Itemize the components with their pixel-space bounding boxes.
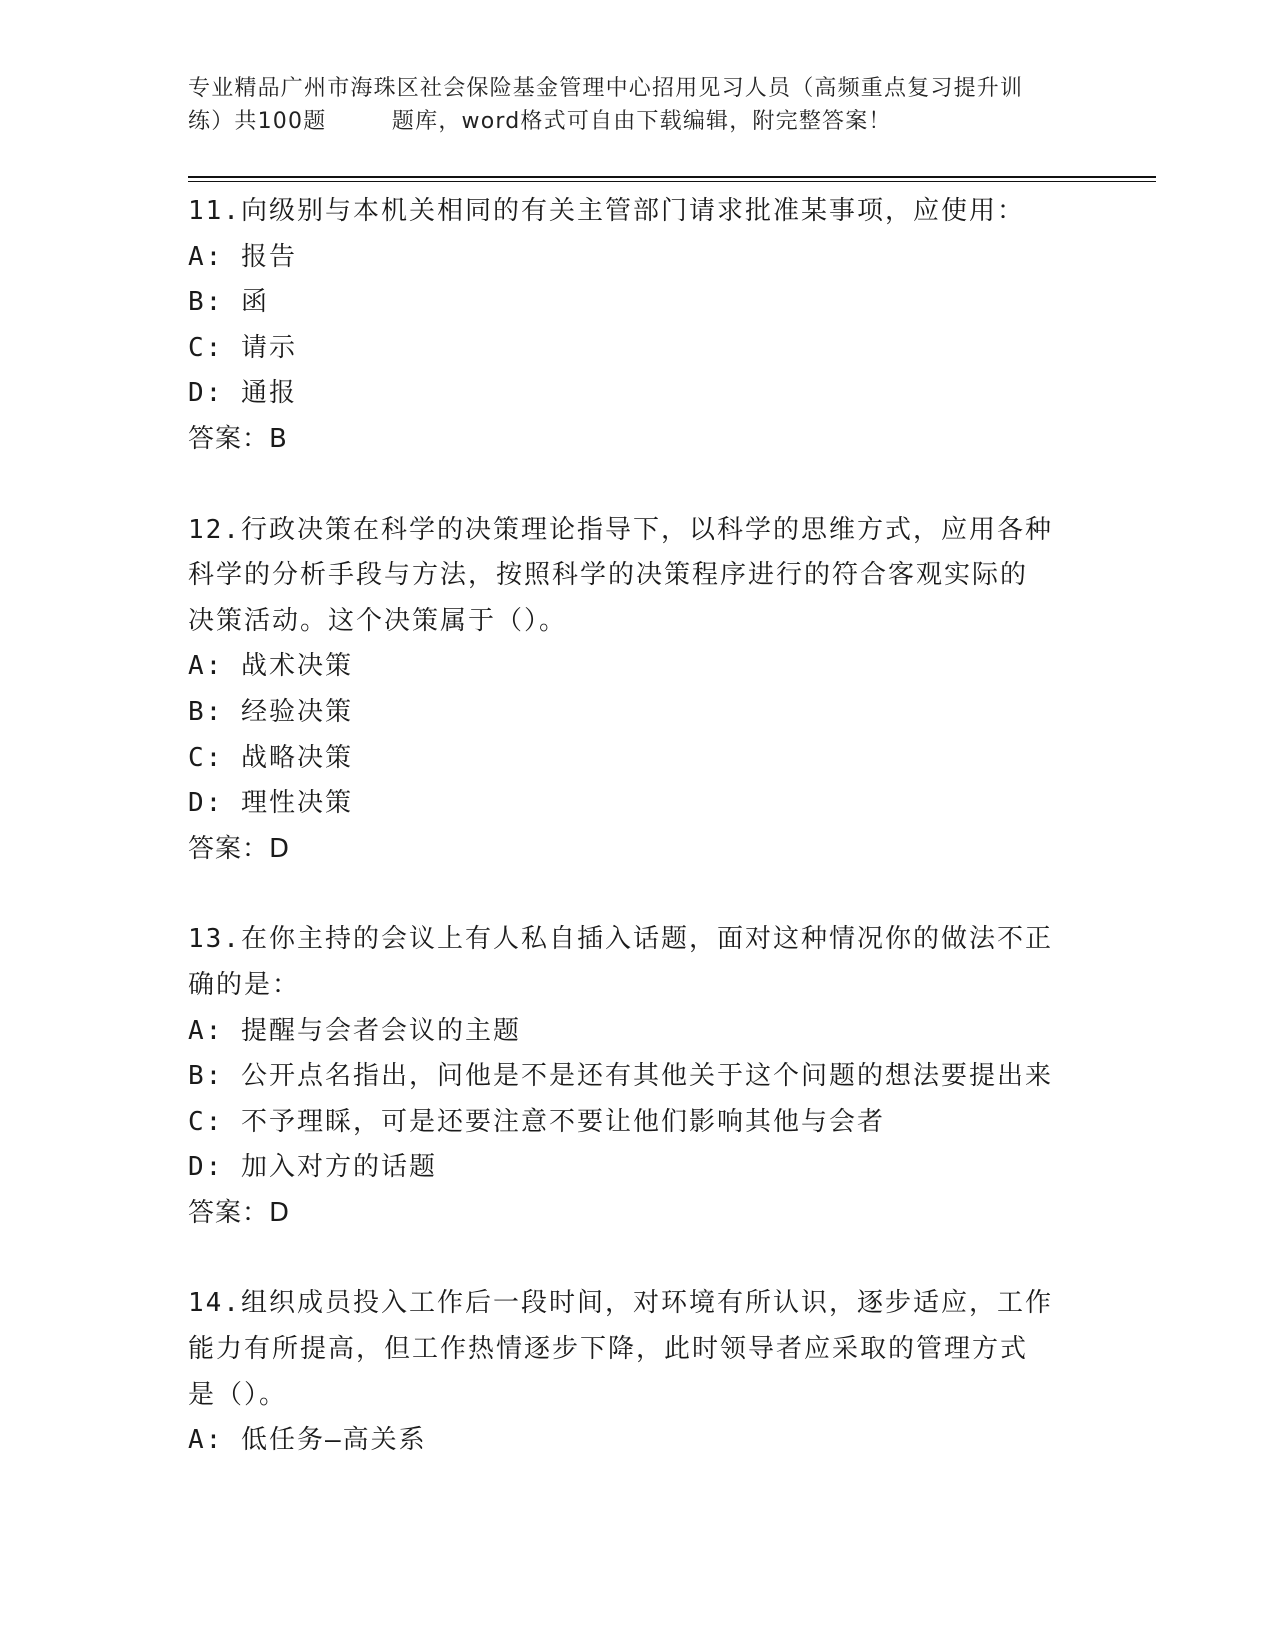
question-list [188,189,1088,1509]
question-stem: 12.行政决策在科学的决策理论指导下，以科学的思维方式，应用各种 [188,514,1053,545]
header-title-line-2: 练）共100题 题库，word格式可自由下载编辑，附完整答案！ [188,109,892,134]
option-a: A: 低任务—高关系 [188,1425,427,1456]
question-stem-cont: 能力有所提高，但工作热情逐步下降，此时领导者应采取的管理方式 [188,1334,1029,1365]
option-d: D: 理性决策 [188,788,353,819]
question-11 [188,189,1088,463]
option-d: D: 加入对方的话题 [188,1152,437,1183]
answer-label: 答案：D [188,833,291,864]
header-divider-thick [188,176,1156,178]
question-stem: 13.在你主持的会议上有人私自插入话题，面对这种情况你的做法不正 [188,924,1053,955]
question-stem-cont: 科学的分析手段与方法，按照科学的决策程序进行的符合客观实际的 [188,560,1029,591]
option-b: B: 公开点名指出，问他是不是还有其他关于这个问题的想法要提出来 [188,1061,1053,1092]
option-b: B: 经验决策 [188,696,353,727]
option-a: A: 战术决策 [188,651,353,682]
question-12 [188,508,1088,873]
question-14 [188,1281,1088,1463]
option-c: C: 战略决策 [188,742,353,773]
question-stem: 14.组织成员投入工作后一段时间，对环境有所认识，逐步适应，工作 [188,1288,1053,1319]
answer-label: 答案：B [188,423,288,454]
question-stem-cont: 是（）。 [188,1379,288,1410]
option-c: C: 请示 [188,332,297,363]
document-header [188,72,1088,138]
option-a: A: 报告 [188,241,297,272]
answer-label: 答案：D [188,1197,291,1228]
header-title-line-1: 专业精品广州市海珠区社会保险基金管理中心招用见习人员（高频重点复习提升训 [188,76,1024,101]
option-a: A: 提醒与会者会议的主题 [188,1015,521,1046]
question-stem: 11.向级别与本机关相同的有关主管部门请求批准某事项，应使用： [188,196,1025,226]
question-stem-cont: 确的是： [188,969,301,1000]
option-c: C: 不予理睬，可是还要注意不要让他们影响其他与会者 [188,1106,885,1137]
option-d: D: 通报 [188,378,297,409]
option-b: B: 函 [188,287,269,318]
question-stem-cont: 决策活动。这个决策属于（）。 [188,605,568,636]
header-divider-thin [188,181,1156,182]
question-13 [188,917,1088,1236]
